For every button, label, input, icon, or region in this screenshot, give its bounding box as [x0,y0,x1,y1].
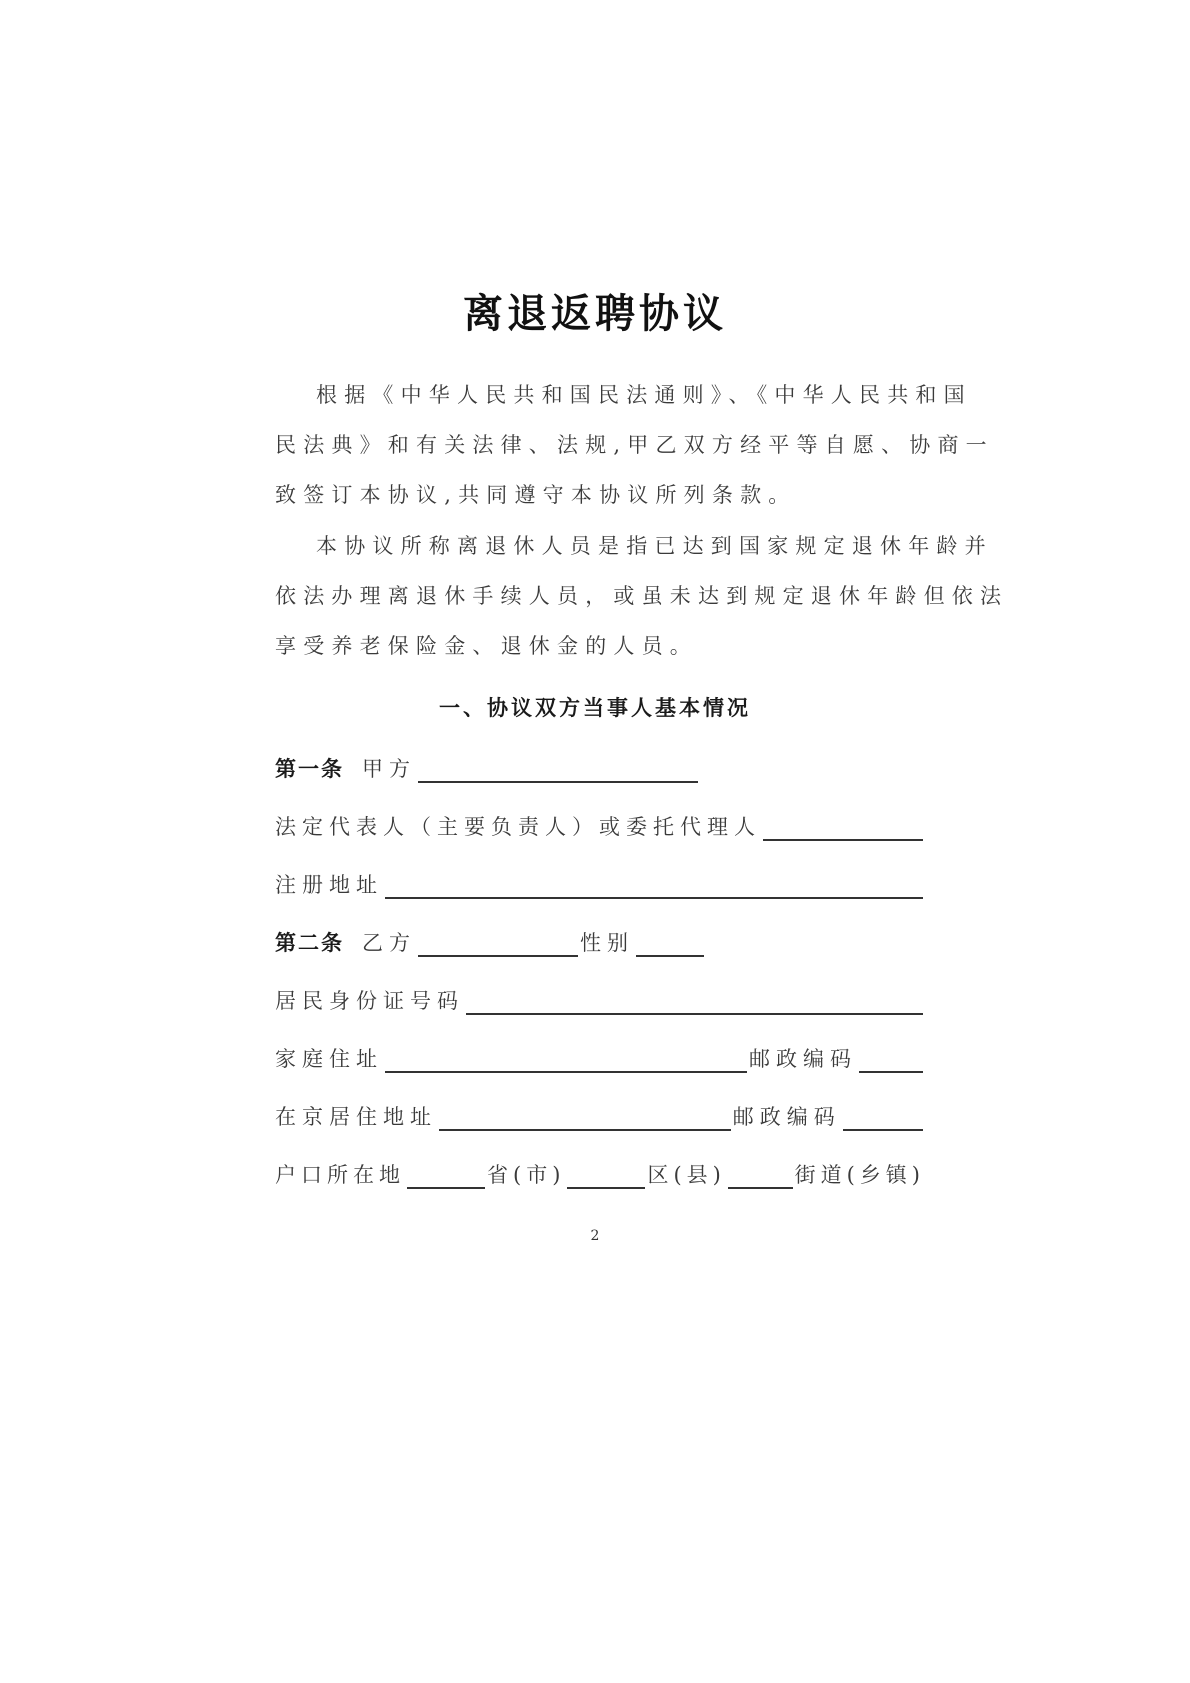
home-address-field[interactable] [385,1049,747,1073]
article1-party-a-row [275,755,925,783]
beijing-address-row [275,1103,925,1131]
beijing-address-field[interactable] [439,1107,731,1131]
registered-address-row [275,871,925,899]
id-number-row [275,987,925,1015]
article2-party-b-row [275,929,925,957]
legal-rep-row [275,813,925,841]
page-number: 2 [590,1228,600,1244]
party-b-field[interactable] [418,933,578,957]
province-label: 省(市) [487,1163,566,1187]
legal-rep-field[interactable] [763,817,923,841]
registered-address-field[interactable] [385,875,923,899]
beijing-postal-code-field[interactable] [843,1107,923,1131]
postal-code-label: 邮政编码 [749,1047,857,1071]
street-label: 街道(乡镇) [794,1163,925,1187]
definition-line: 享受养老保险金、退休金的人员。 [275,634,698,658]
beijing-address-label: 在京居住地址 [275,1105,437,1129]
home-address-label: 家庭住址 [275,1047,383,1071]
section-heading: 一、协议双方当事人基本情况 [439,696,751,720]
document-title: 离退返聘协议 [463,291,727,337]
district-label: 区(县) [647,1163,726,1187]
home-address-row [275,1045,925,1073]
definition-line: 依法办理离退休手续人员，或虽未达到规定退休年龄但依法 [275,584,1009,608]
street-field[interactable] [728,1165,793,1189]
id-number-label: 居民身份证号码 [275,989,464,1013]
hukou-label: 户口所在地 [275,1163,405,1187]
legal-rep-label: 法定代表人（主要负责人）或委托代理人 [275,815,761,839]
id-number-field[interactable] [466,991,923,1015]
preamble-line: 民法典》和有关法律、法规,甲乙双方经平等自愿、协商一 [275,433,994,457]
definition-line: 本协议所称离退休人员是指已达到国家规定退休年龄并 [316,534,993,558]
party-a-label: 甲方 [362,757,416,781]
home-postal-code-field[interactable] [859,1049,923,1073]
party-b-label: 乙方 [362,931,416,955]
gender-field[interactable] [636,933,704,957]
preamble-line: 致签订本协议,共同遵守本协议所列条款。 [275,483,797,507]
party-a-field[interactable] [418,759,698,783]
article1-label: 第一条 [275,757,344,781]
district-field[interactable] [567,1165,645,1189]
hukou-row [275,1161,925,1189]
registered-address-label: 注册地址 [275,873,383,897]
province-field[interactable] [407,1165,485,1189]
postal-code-label: 邮政编码 [732,1105,841,1129]
article2-label: 第二条 [275,931,344,955]
gender-label: 性别 [580,931,634,955]
preamble-line: 根据《中华人民共和国民法通则》、《中华人民共和国 [316,383,972,407]
